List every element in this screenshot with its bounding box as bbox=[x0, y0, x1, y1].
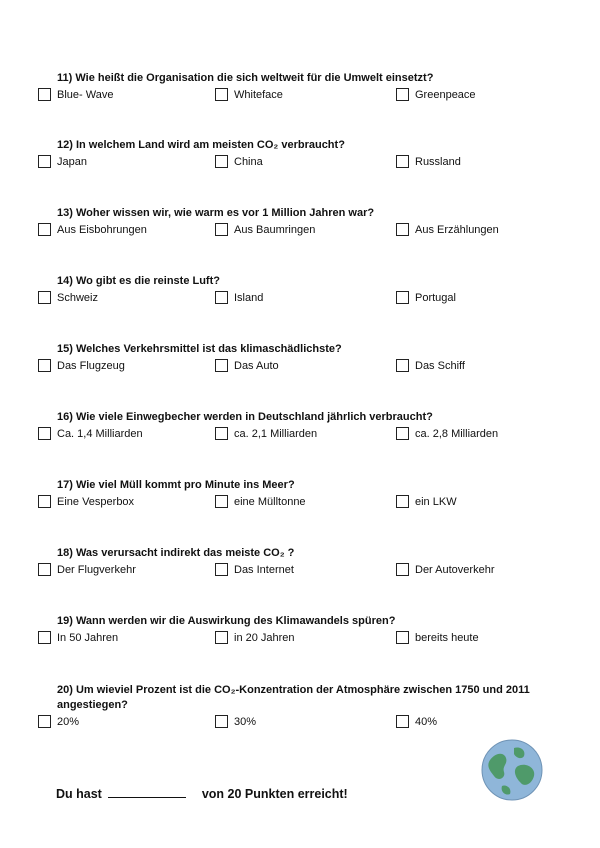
answer-option-a[interactable] bbox=[38, 563, 136, 576]
answer-option-c[interactable] bbox=[396, 223, 499, 236]
answer-option-b[interactable] bbox=[215, 155, 263, 168]
answer-option-a[interactable] bbox=[38, 715, 79, 728]
question-text: 11) Wie heißt die Organisation die sich weltweit für die Umwelt einsetzt? bbox=[57, 72, 434, 84]
question-text: 18) Was verursacht indirekt das meiste CO₂ ? bbox=[57, 547, 295, 559]
checkbox[interactable] bbox=[396, 427, 409, 440]
answer-option-b[interactable] bbox=[215, 427, 317, 440]
question-14 bbox=[38, 274, 558, 309]
answer-options bbox=[38, 495, 558, 513]
question-12 bbox=[38, 138, 558, 173]
checkbox[interactable] bbox=[38, 88, 51, 101]
checkbox[interactable] bbox=[215, 631, 228, 644]
question-13 bbox=[38, 206, 558, 241]
checkbox[interactable] bbox=[38, 427, 51, 440]
answer-options bbox=[38, 155, 558, 173]
answer-option-b[interactable] bbox=[215, 631, 295, 644]
checkbox[interactable] bbox=[38, 155, 51, 168]
checkbox[interactable] bbox=[396, 631, 409, 644]
answer-options bbox=[38, 291, 558, 309]
option-label: Eine Vesperbox bbox=[57, 495, 135, 508]
answer-option-a[interactable] bbox=[38, 495, 134, 508]
question-text: 14) Wo gibt es die reinste Luft? bbox=[57, 275, 220, 287]
answer-option-b[interactable] bbox=[215, 291, 263, 304]
option-label: Portugal bbox=[415, 291, 456, 304]
question-text: 12) In welchem Land wird am meisten CO₂ verbraucht? bbox=[57, 139, 345, 151]
answer-option-a[interactable] bbox=[38, 359, 125, 372]
question-19 bbox=[38, 614, 558, 649]
answer-option-c[interactable] bbox=[396, 631, 479, 644]
checkbox[interactable] bbox=[215, 563, 228, 576]
checkbox[interactable] bbox=[38, 631, 51, 644]
option-label: China bbox=[234, 155, 263, 168]
checkbox[interactable] bbox=[215, 427, 228, 440]
option-label: ein LKW bbox=[415, 495, 457, 508]
question-18 bbox=[38, 546, 558, 581]
answer-option-b[interactable] bbox=[215, 495, 306, 508]
checkbox[interactable] bbox=[215, 291, 228, 304]
answer-options bbox=[38, 223, 558, 241]
question-11 bbox=[38, 71, 558, 106]
checkbox[interactable] bbox=[396, 223, 409, 236]
question-text: 17) Wie viel Müll kommt pro Minute ins Meer? bbox=[57, 479, 295, 491]
option-label: Das Auto bbox=[234, 359, 279, 372]
option-label: Der Flugverkehr bbox=[57, 563, 136, 576]
answer-option-c[interactable] bbox=[396, 495, 457, 508]
option-label: Island bbox=[234, 291, 264, 304]
answer-options bbox=[38, 563, 558, 581]
answer-option-c[interactable] bbox=[396, 563, 494, 576]
earth-globe-icon bbox=[480, 738, 544, 802]
score-line bbox=[56, 786, 348, 801]
checkbox[interactable] bbox=[396, 495, 409, 508]
checkbox[interactable] bbox=[38, 715, 51, 728]
answer-option-a[interactable] bbox=[38, 223, 147, 236]
answer-option-a[interactable] bbox=[38, 631, 118, 644]
score-prefix: Du hast bbox=[56, 787, 102, 801]
answer-options bbox=[38, 715, 558, 733]
option-label: Aus Erzählungen bbox=[415, 223, 499, 236]
checkbox[interactable] bbox=[38, 223, 51, 236]
option-label: 20% bbox=[57, 715, 80, 728]
question-17 bbox=[38, 478, 558, 513]
answer-option-a[interactable] bbox=[38, 427, 143, 440]
answer-option-b[interactable] bbox=[215, 715, 256, 728]
answer-option-c[interactable] bbox=[396, 88, 476, 101]
checkbox[interactable] bbox=[215, 88, 228, 101]
answer-option-c[interactable] bbox=[396, 427, 498, 440]
option-label: bereits heute bbox=[415, 631, 479, 644]
question-text: 20) Um wieviel Prozent ist die CO₂-Konzentration der Atmosphäre zwischen 1750 und 2011 bbox=[57, 684, 530, 696]
checkbox[interactable] bbox=[38, 359, 51, 372]
answer-option-c[interactable] bbox=[396, 715, 437, 728]
checkbox[interactable] bbox=[396, 563, 409, 576]
question-text: 19) Wann werden wir die Auswirkung des Klimawandels spüren? bbox=[57, 615, 396, 627]
checkbox[interactable] bbox=[396, 291, 409, 304]
answer-option-b[interactable] bbox=[215, 359, 279, 372]
answer-option-c[interactable] bbox=[396, 291, 456, 304]
checkbox[interactable] bbox=[38, 563, 51, 576]
option-label: 30% bbox=[234, 715, 257, 728]
question-text: 15) Welches Verkehrsmittel ist das klimaschädlichste? bbox=[57, 343, 342, 355]
option-label: eine Mülltonne bbox=[234, 495, 306, 508]
checkbox[interactable] bbox=[215, 155, 228, 168]
option-label: Greenpeace bbox=[415, 88, 476, 101]
option-label: in 20 Jahren bbox=[234, 631, 295, 644]
checkbox[interactable] bbox=[396, 715, 409, 728]
option-label: Ca. 1,4 Milliarden bbox=[57, 427, 143, 440]
answer-option-c[interactable] bbox=[396, 359, 465, 372]
option-label: Aus Baumringen bbox=[234, 223, 316, 236]
answer-option-b[interactable] bbox=[215, 223, 315, 236]
answer-options bbox=[38, 359, 558, 377]
checkbox[interactable] bbox=[215, 359, 228, 372]
option-label: 40% bbox=[415, 715, 438, 728]
option-label: Russland bbox=[415, 155, 461, 168]
option-label: Japan bbox=[57, 155, 87, 168]
option-label: Schweiz bbox=[57, 291, 98, 304]
answer-option-c[interactable] bbox=[396, 155, 461, 168]
question-text-continued: angestiegen? bbox=[57, 699, 128, 711]
question-15 bbox=[38, 342, 558, 377]
checkbox[interactable] bbox=[396, 155, 409, 168]
option-label: Das Flugzeug bbox=[57, 359, 125, 372]
checkbox[interactable] bbox=[396, 359, 409, 372]
checkbox[interactable] bbox=[215, 223, 228, 236]
option-label: Blue- Wave bbox=[57, 88, 114, 101]
option-label: ca. 2,8 Milliarden bbox=[415, 427, 499, 440]
option-label: Whiteface bbox=[234, 88, 283, 101]
answer-options bbox=[38, 631, 558, 649]
answer-options bbox=[38, 427, 558, 445]
checkbox[interactable] bbox=[38, 291, 51, 304]
option-label: Aus Eisbohrungen bbox=[57, 223, 147, 236]
answer-options bbox=[38, 88, 558, 106]
option-label: ca. 2,1 Milliarden bbox=[234, 427, 318, 440]
option-label: Der Autoverkehr bbox=[415, 563, 495, 576]
score-suffix: von 20 Punkten erreicht! bbox=[201, 787, 348, 801]
option-label: In 50 Jahren bbox=[57, 631, 119, 644]
option-label: Das Internet bbox=[234, 563, 294, 576]
question-text: 13) Woher wissen wir, wie warm es vor 1 Million Jahren war? bbox=[57, 207, 375, 219]
option-label: Das Schiff bbox=[415, 359, 465, 372]
checkbox[interactable] bbox=[38, 495, 51, 508]
checkbox[interactable] bbox=[215, 715, 228, 728]
answer-option-b[interactable] bbox=[215, 563, 294, 576]
score-blank[interactable] bbox=[108, 786, 186, 798]
question-16 bbox=[38, 410, 558, 445]
question-20 bbox=[38, 683, 558, 733]
question-text: 16) Wie viele Einwegbecher werden in Deutschland jährlich verbraucht? bbox=[57, 411, 433, 423]
answer-option-b[interactable] bbox=[215, 88, 283, 101]
checkbox[interactable] bbox=[396, 88, 409, 101]
checkbox[interactable] bbox=[215, 495, 228, 508]
answer-option-a[interactable] bbox=[38, 88, 113, 101]
answer-option-a[interactable] bbox=[38, 155, 87, 168]
answer-option-a[interactable] bbox=[38, 291, 98, 304]
